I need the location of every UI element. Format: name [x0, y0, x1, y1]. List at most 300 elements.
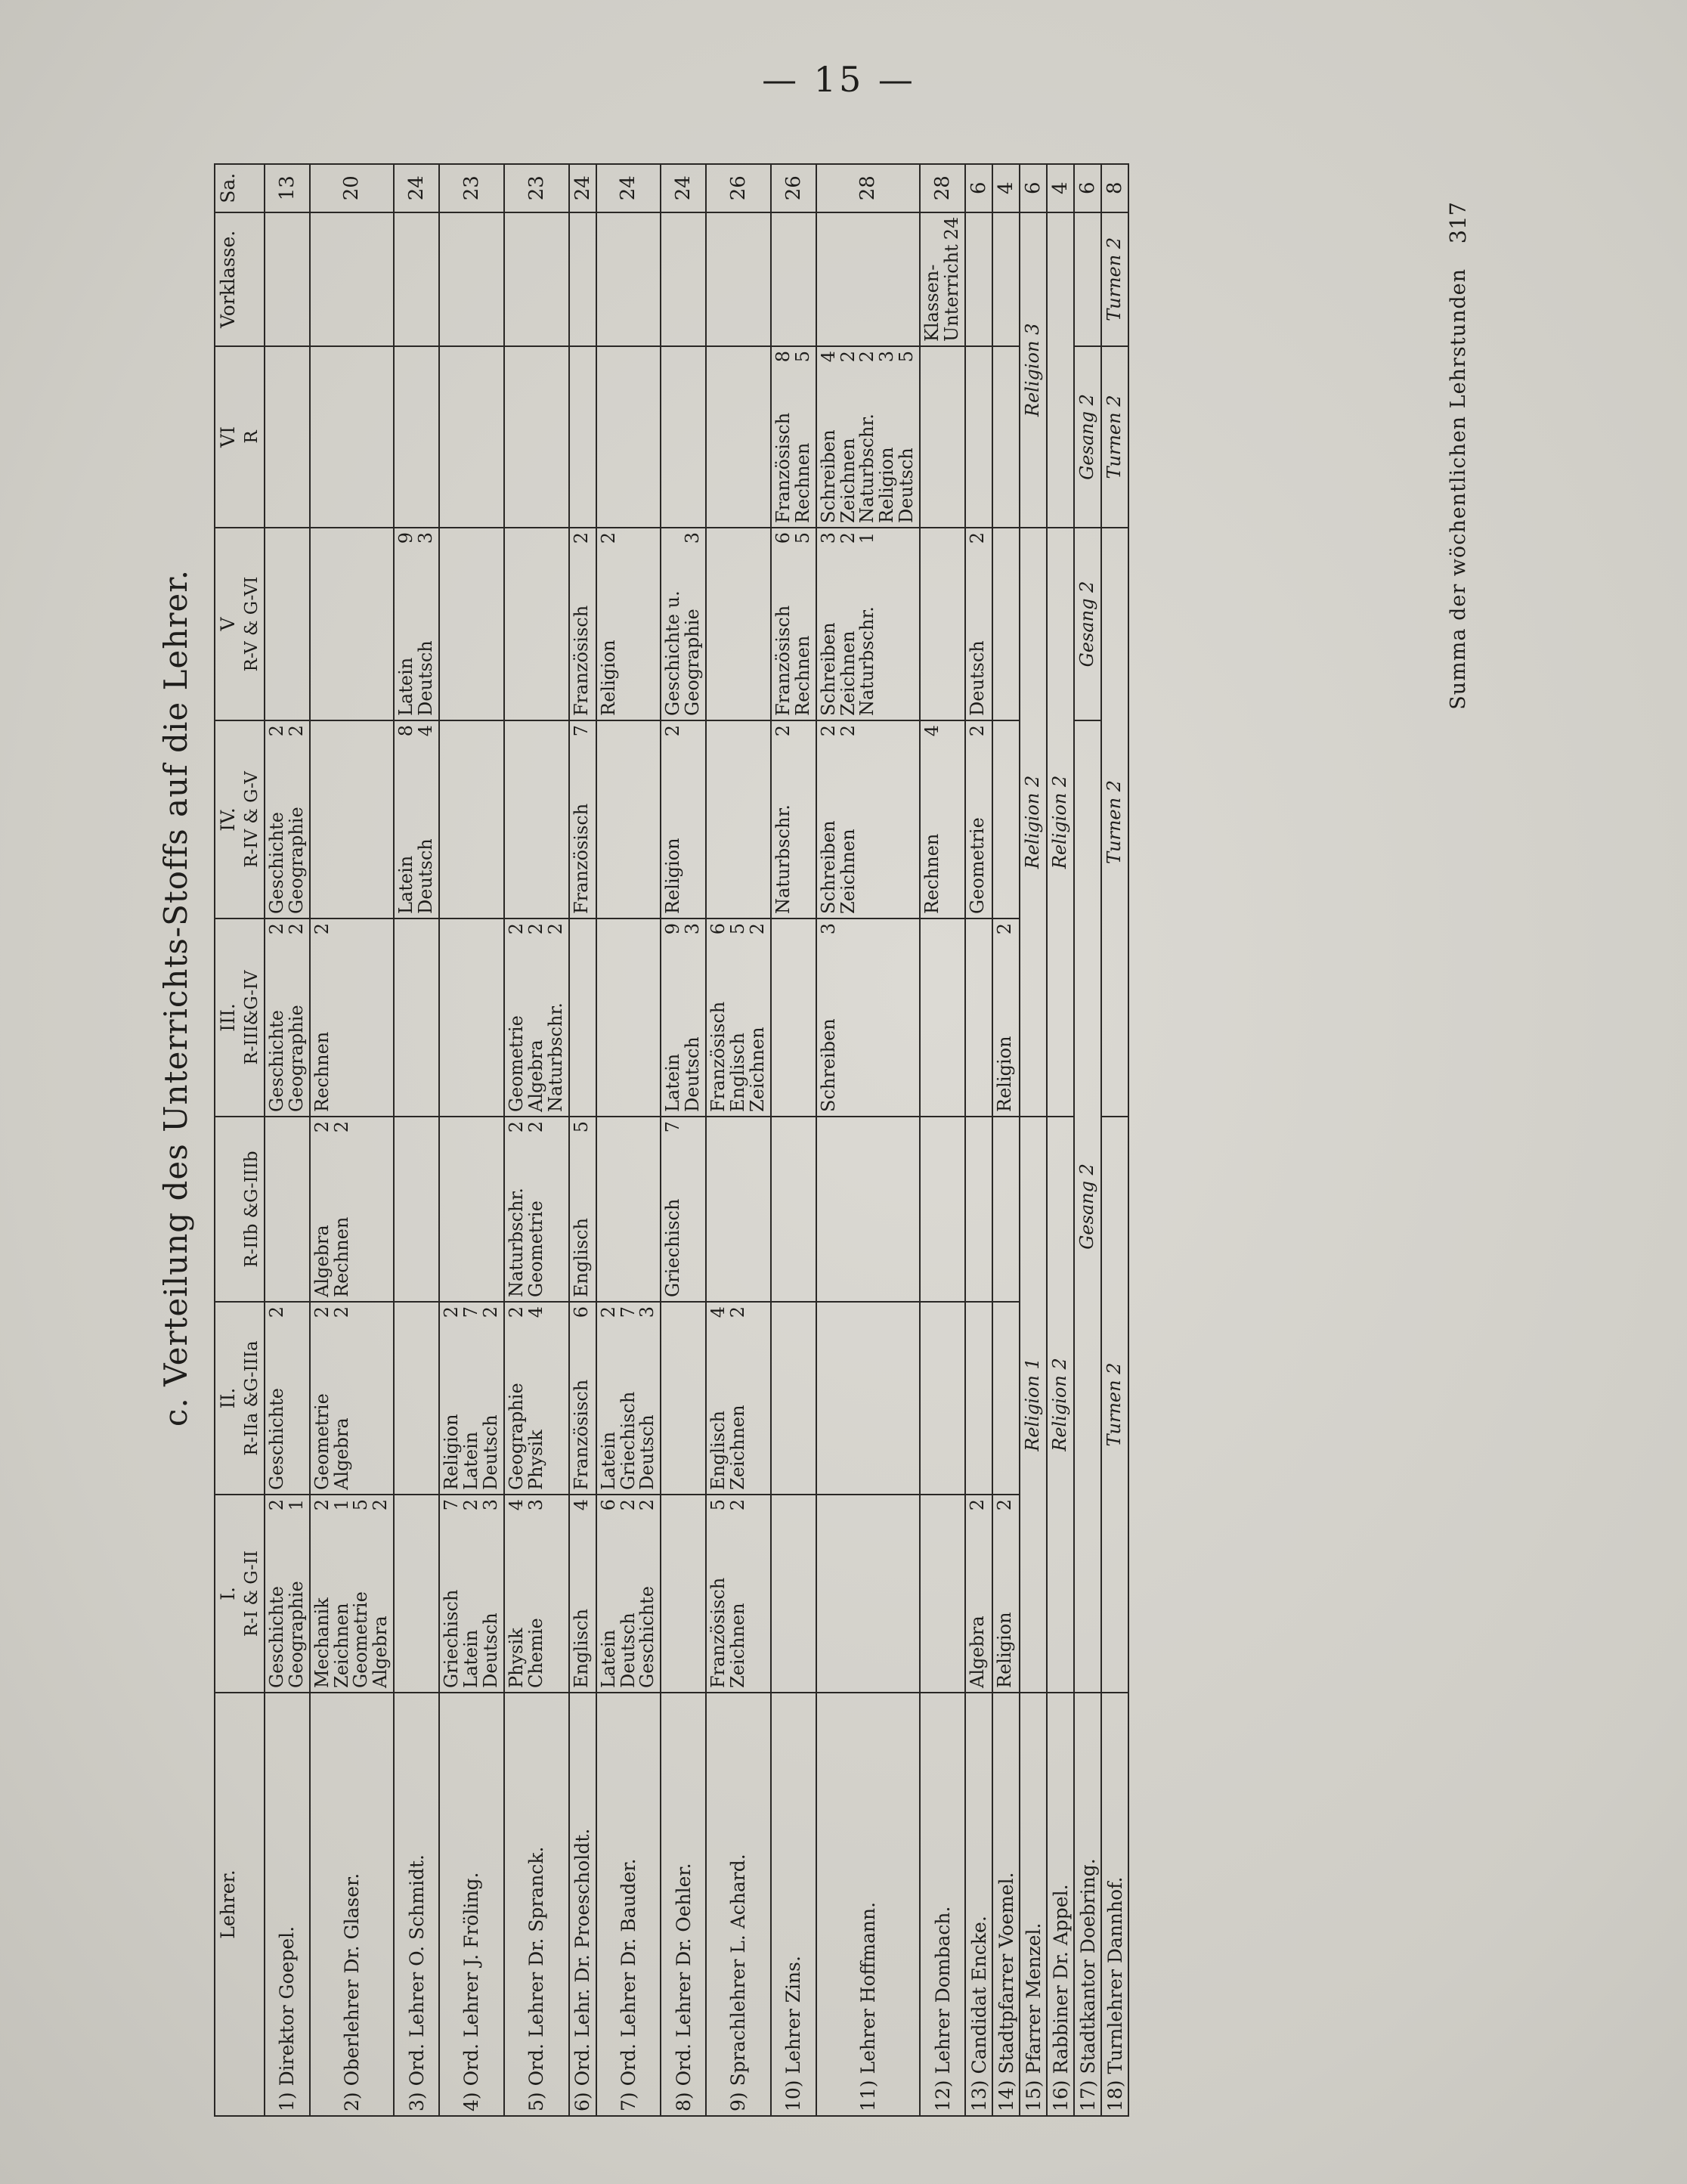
teacher-name: 12) Lehrer Dombach.: [920, 1693, 965, 2116]
teacher-name: 4) Ord. Lehrer J. Fröling.: [439, 1693, 504, 2116]
combined-subject-cell: Religion 2: [1047, 528, 1074, 1117]
subject-name: Schreiben: [817, 820, 839, 914]
subject-name: Unterricht: [941, 244, 963, 342]
table-row: [706, 164, 771, 2116]
subject-cell: [816, 720, 921, 919]
subject-cell: [439, 1495, 504, 1693]
teacher-name: 16) Rabbiner Dr. Appel.: [1047, 1693, 1074, 2116]
subject-name: Englisch: [707, 1411, 729, 1490]
subject-cell: [992, 528, 1020, 720]
subject-name: Geographie: [682, 609, 704, 716]
subject-entry: [995, 1499, 1015, 1688]
subject-entry: [664, 1121, 683, 1297]
subject-cell: [920, 1495, 965, 1693]
table-row: [1074, 164, 1101, 2116]
subject-cell: [965, 528, 992, 720]
subject-name: Latein: [597, 1431, 619, 1490]
subject-name: Geschichte: [636, 1585, 658, 1688]
subject-hours: 5: [570, 1121, 592, 1133]
subject-entry: [481, 1306, 501, 1490]
subject-hours: 1: [856, 532, 878, 544]
combined-subject-cell: Turnen 2: [1101, 528, 1128, 1117]
subject-name: Geometrie: [967, 817, 988, 914]
subject-cell: [816, 212, 921, 346]
subject-entry: [599, 1499, 619, 1688]
teacher-name: 9) Sprachlehrer L. Achard.: [706, 1693, 771, 2116]
subject-name: Französisch: [772, 412, 794, 523]
table-row: [310, 164, 395, 2116]
subject-entry: [968, 532, 988, 716]
subject-name: Naturbschr.: [856, 606, 878, 716]
subject-hours: 3: [817, 923, 839, 935]
subject-name: Chemie: [525, 1618, 546, 1688]
subject-cell: [394, 346, 439, 528]
hours-sum: 4: [1047, 164, 1074, 212]
subject-name: Geometrie: [505, 1015, 527, 1112]
subject-cell: [661, 212, 706, 346]
subject-cell: [661, 1302, 706, 1495]
column-header-top: III.: [215, 919, 240, 1117]
subject-hours: 2: [311, 1121, 333, 1133]
subject-cell: [569, 919, 596, 1117]
subject-cell: [706, 1302, 771, 1495]
subject-hours: 2: [330, 1121, 352, 1133]
subject-hours: 2: [525, 1121, 546, 1133]
subject-entry: [313, 1121, 333, 1297]
subject-entry: [442, 1499, 462, 1688]
subject-cell: [706, 346, 771, 528]
hours-sum: 8: [1101, 164, 1128, 212]
subject-cell: [504, 528, 569, 720]
subject-cell: [504, 919, 569, 1117]
subject-hours: 2: [525, 923, 546, 935]
subject-entry: [416, 532, 436, 716]
subject-hours: 7: [570, 725, 592, 737]
subject-name: Algebra: [525, 1039, 546, 1112]
column-header-bottom: R-IV & G-V: [240, 720, 265, 919]
subject-cell: [265, 720, 310, 919]
hours-sum: 20: [310, 164, 395, 212]
subject-entry: [265, 923, 287, 1112]
subject-hours: 7: [441, 1499, 463, 1511]
subject-cell: [439, 528, 504, 720]
subject-name: Deutsch: [896, 448, 918, 523]
subject-hours: 9: [662, 923, 684, 935]
subject-hours: 2: [370, 1499, 392, 1511]
subject-cell: [310, 1117, 395, 1302]
subject-entry: [599, 1306, 619, 1490]
subject-name: Algebra: [330, 1417, 352, 1490]
subject-name: Französisch: [707, 1001, 729, 1112]
subject-hours: 6: [597, 1499, 619, 1511]
subject-hours: 5: [727, 923, 749, 935]
subject-cell: [771, 528, 816, 720]
subject-cell: [596, 528, 661, 720]
subject-cell: [771, 1302, 816, 1495]
subject-entry: [819, 351, 839, 523]
subject-cell: [569, 346, 596, 528]
subject-name: Geometrie: [311, 1393, 333, 1490]
subject-name: Religion: [441, 1414, 463, 1490]
subject-entry: [546, 923, 566, 1112]
table-row: [771, 164, 816, 2116]
subject-name: Religion: [876, 447, 898, 523]
subject-entry: [287, 1499, 307, 1688]
column-header-top: V: [215, 528, 240, 720]
subject-hours: 2: [505, 1121, 527, 1133]
combined-subject-cell: Turnen 2: [1101, 212, 1128, 346]
column-header-top: Lehrer.: [215, 1693, 240, 2116]
subject-entry: [839, 351, 859, 523]
subject-cell: [394, 1117, 439, 1302]
subject-cell: [816, 1495, 921, 1693]
subject-hours: 4: [505, 1499, 527, 1511]
subject-hours: 2: [265, 725, 287, 737]
subject-entry: [943, 217, 962, 342]
subject-entry: [599, 532, 619, 716]
subject-entry: [507, 1306, 527, 1490]
combined-subject-cell: Religion 2: [1047, 1117, 1074, 1693]
subject-name: Deutsch: [636, 1414, 658, 1490]
subject-hours: 2: [837, 532, 859, 544]
teacher-name: 2) Oberlehrer Dr. Glaser.: [310, 1693, 395, 2116]
subject-name: Geschichte: [265, 1009, 287, 1112]
subject-name: Zeichnen: [837, 438, 859, 523]
column-header-top: II.: [215, 1302, 240, 1495]
subject-entry: [774, 532, 794, 716]
subject-entry: [527, 1306, 546, 1490]
subject-entry: [709, 1499, 729, 1688]
subject-cell: [706, 1117, 771, 1302]
combined-subject-cell: Gesang 2: [1074, 346, 1101, 528]
subject-hours: 5: [791, 532, 813, 544]
subject-entry: [287, 923, 307, 1112]
column-header-bottom: [240, 1693, 265, 2116]
teacher-name: 18) Turnlehrer Dannhof.: [1101, 1693, 1128, 2116]
subject-hours: 2: [817, 725, 839, 737]
subject-name: Deutsch: [415, 838, 437, 914]
subject-cell: [569, 212, 596, 346]
subject-hours: 2: [617, 1499, 639, 1511]
subject-hours: 2: [636, 1499, 658, 1511]
hours-sum: 28: [816, 164, 921, 212]
subject-hours: 8: [395, 725, 417, 737]
subject-hours: 2: [311, 923, 333, 935]
table-row: [439, 164, 504, 2116]
subject-entry: [819, 532, 839, 716]
subject-cell: [310, 1302, 395, 1495]
combined-subject-cell: [1074, 212, 1101, 346]
subject-hours: 2: [265, 923, 287, 935]
subject-cell: [265, 528, 310, 720]
combined-subject-cell: Gesang 2: [1074, 720, 1101, 1693]
subject-cell: [992, 919, 1020, 1117]
subject-cell: [439, 919, 504, 1117]
subject-hours: 2: [460, 1499, 481, 1511]
subject-hours: 2: [994, 923, 1016, 935]
subject-cell: [992, 1302, 1020, 1495]
column-header-top: I.: [215, 1495, 240, 1693]
subject-entry: [995, 923, 1015, 1112]
subject-hours: 3: [876, 351, 898, 363]
subject-entry: [638, 1306, 658, 1490]
subject-cell: [661, 528, 706, 720]
subject-cell: [661, 1495, 706, 1693]
subject-entry: [709, 1306, 729, 1490]
subject-hours: 2: [746, 923, 768, 935]
subject-cell: [771, 720, 816, 919]
column-header-bottom: R: [240, 346, 265, 528]
subject-name: Geschichte: [265, 811, 287, 914]
subject-cell: [816, 528, 921, 720]
subject-hours: 2: [479, 1306, 501, 1318]
hours-sum: 13: [265, 164, 310, 212]
subject-hours: 2: [967, 532, 988, 544]
subject-cell: [992, 720, 1020, 919]
subject-cell: [661, 919, 706, 1117]
subject-name: Latein: [460, 1431, 481, 1490]
subject-name: Zeichnen: [837, 630, 859, 716]
subject-cell: [920, 919, 965, 1117]
subject-cell: [310, 1495, 395, 1693]
subject-cell: [816, 346, 921, 528]
subject-cell: [992, 346, 1020, 528]
subject-name: Deutsch: [479, 1612, 501, 1688]
subject-cell: [771, 1495, 816, 1693]
subject-name: Französisch: [772, 605, 794, 716]
subject-hours: 5: [350, 1499, 372, 1511]
subject-cell: [965, 1117, 992, 1302]
subject-cell: [569, 1495, 596, 1693]
subject-hours: 7: [662, 1121, 684, 1133]
subject-name: Geographie: [505, 1383, 527, 1490]
subject-hours: 2: [727, 1306, 749, 1318]
column-header-top: Sa.: [215, 164, 240, 212]
column-header-bottom: [240, 212, 265, 346]
teacher-name: 1) Direktor Goepel.: [265, 1693, 310, 2116]
subject-hours: 2: [597, 532, 619, 544]
subject-cell: [394, 720, 439, 919]
column-header-top: [215, 1117, 240, 1302]
subject-name: Naturbschr.: [772, 804, 794, 914]
hours-sum: 26: [706, 164, 771, 212]
subject-entry: [416, 725, 436, 914]
teaching-schedule-table: [214, 163, 1129, 2117]
subject-cell: [569, 528, 596, 720]
subject-entry: [683, 532, 703, 716]
table-row: [504, 164, 569, 2116]
hours-sum: 28: [920, 164, 965, 212]
subject-cell: [771, 919, 816, 1117]
hours-sum: 24: [661, 164, 706, 212]
subject-entry: [462, 1499, 481, 1688]
subject-cell: [265, 1495, 310, 1693]
subject-name: Zeichnen: [727, 1603, 749, 1688]
subject-name: Englisch: [570, 1218, 592, 1297]
subject-hours: 2: [285, 923, 307, 935]
subject-hours: 6: [707, 923, 729, 935]
hours-sum: 6: [1074, 164, 1101, 212]
subject-entry: [507, 1121, 527, 1297]
table-row: [816, 164, 921, 2116]
subject-name: Deutsch: [682, 1036, 704, 1112]
subject-cell: [771, 1117, 816, 1302]
subject-entry: [527, 1121, 546, 1297]
subject-cell: [920, 1117, 965, 1302]
subject-cell: [504, 1302, 569, 1495]
subject-entry: [265, 1499, 287, 1688]
subject-name: Schreiben: [817, 622, 839, 716]
subject-name: Religion: [662, 838, 684, 914]
subject-entry: [265, 725, 287, 914]
subject-entry: [313, 1306, 333, 1490]
subject-entry: [619, 1306, 639, 1490]
subject-cell: [706, 720, 771, 919]
subject-hours: 2: [967, 725, 988, 737]
teacher-name: 10) Lehrer Zins.: [771, 1693, 816, 2116]
subject-cell: [596, 346, 661, 528]
subject-entry: [638, 1499, 658, 1688]
subject-entry: [858, 532, 878, 716]
subject-name: Rechnen: [311, 1031, 333, 1112]
subject-cell: [992, 1117, 1020, 1302]
hours-sum: 24: [394, 164, 439, 212]
subject-name: Latein: [395, 855, 417, 914]
subject-cell: [965, 1495, 992, 1693]
subject-cell: [310, 720, 395, 919]
subject-cell: [706, 212, 771, 346]
hours-sum: 4: [992, 164, 1020, 212]
subject-name: Deutsch: [415, 640, 437, 716]
subject-entry: [819, 725, 839, 914]
subject-cell: [965, 1302, 992, 1495]
subject-cell: [569, 1302, 596, 1495]
subject-entry: [527, 923, 546, 1112]
subject-hours: 2: [994, 1499, 1016, 1511]
subject-entry: [664, 532, 683, 716]
table-row: [1047, 164, 1074, 2116]
subject-cell: [265, 1117, 310, 1302]
subject-hours: 2: [285, 725, 307, 737]
subject-cell: [920, 1302, 965, 1495]
subject-hours: 5: [896, 351, 918, 363]
subject-entry: [839, 532, 859, 716]
teacher-name: 17) Stadtkantor Doebring.: [1074, 1693, 1101, 2116]
column-header-top: IV.: [215, 720, 240, 919]
subject-hours: 3: [525, 1499, 546, 1511]
subject-hours: 4: [415, 725, 437, 737]
table-row: [394, 164, 439, 2116]
subject-name: Naturbschr.: [856, 414, 878, 523]
hours-sum: 26: [771, 164, 816, 212]
rotated-table-area: [142, 76, 1533, 2132]
subject-hours: 2: [441, 1306, 463, 1318]
subject-name: Griechisch: [441, 1589, 463, 1688]
subject-cell: [569, 720, 596, 919]
subject-name: Französisch: [707, 1577, 729, 1688]
subject-cell: [706, 919, 771, 1117]
subject-cell: [265, 1302, 310, 1495]
table-caption: c. Verteilung des Unterrichts-Stoffs auf die Lehrer.: [157, 568, 194, 1427]
subject-entry: [330, 1306, 352, 1490]
subject-hours: 2: [330, 1306, 352, 1318]
subject-cell: [816, 1117, 921, 1302]
subject-cell: [992, 1495, 1020, 1693]
subject-entry: [923, 217, 943, 342]
table-row: [992, 164, 1020, 2116]
subject-entry: [462, 1306, 481, 1490]
subject-hours: 4: [817, 351, 839, 363]
subject-name: Physik: [525, 1430, 546, 1490]
subject-cell: [394, 528, 439, 720]
subject-entry: [572, 1121, 592, 1297]
subject-cell: [596, 1302, 661, 1495]
subject-name: Schreiben: [817, 429, 839, 523]
subject-name: Griechisch: [662, 1198, 684, 1297]
subject-entry: [791, 351, 813, 523]
subject-name: Deutsch: [617, 1612, 639, 1688]
subject-entry: [330, 1499, 352, 1688]
subject-cell: [504, 346, 569, 528]
subject-hours: 6: [772, 532, 794, 544]
subject-entry: [819, 923, 839, 1112]
subject-cell: [920, 346, 965, 528]
combined-subject-cell: Turnen 2: [1101, 346, 1128, 528]
subject-name: Rechnen: [921, 833, 943, 914]
subject-name: Religion: [994, 1036, 1016, 1112]
subject-hours: 3: [682, 532, 704, 544]
subject-entry: [968, 725, 988, 914]
hours-sum: 24: [596, 164, 661, 212]
subject-name: Klassen-: [921, 264, 943, 342]
subject-cell: [771, 346, 816, 528]
subject-entry: [397, 725, 416, 914]
subject-entry: [858, 351, 878, 523]
subject-cell: [596, 1495, 661, 1693]
subject-cell: [920, 720, 965, 919]
subject-hours: 4: [525, 1306, 546, 1318]
subject-hours: 2: [837, 351, 859, 363]
combined-subject-cell: Religion 2: [1020, 528, 1047, 1117]
subject-name: Religion: [597, 640, 619, 716]
teacher-name: 14) Stadtpfarrer Voemel.: [992, 1693, 1020, 2116]
subject-hours: 2: [727, 1499, 749, 1511]
subject-entry: [774, 725, 794, 914]
subject-entry: [572, 1306, 592, 1490]
subject-name: Algebra: [967, 1616, 988, 1688]
subject-cell: [706, 1495, 771, 1693]
subject-name: Geographie: [285, 807, 307, 914]
subject-cell: [965, 212, 992, 346]
subject-cell: [394, 1302, 439, 1495]
subject-cell: [596, 212, 661, 346]
subject-cell: [661, 720, 706, 919]
teacher-name: 8) Ord. Lehrer Dr. Oehler.: [661, 1693, 706, 2116]
subject-name: Rechnen: [330, 1216, 352, 1297]
teacher-name: 6) Ord. Lehr. Dr. Proescholdt.: [569, 1693, 596, 2116]
subject-entry: [507, 1499, 527, 1688]
subject-name: Latein: [395, 657, 417, 716]
subject-hours: 7: [617, 1306, 639, 1318]
subject-cell: [439, 1117, 504, 1302]
table-row: [265, 164, 310, 2116]
column-header-top: Vorklasse.: [215, 212, 240, 346]
subject-cell: [661, 346, 706, 528]
subject-name: Latein: [460, 1629, 481, 1688]
subject-cell: [771, 212, 816, 346]
subject-entry: [572, 532, 592, 716]
subject-cell: [265, 346, 310, 528]
